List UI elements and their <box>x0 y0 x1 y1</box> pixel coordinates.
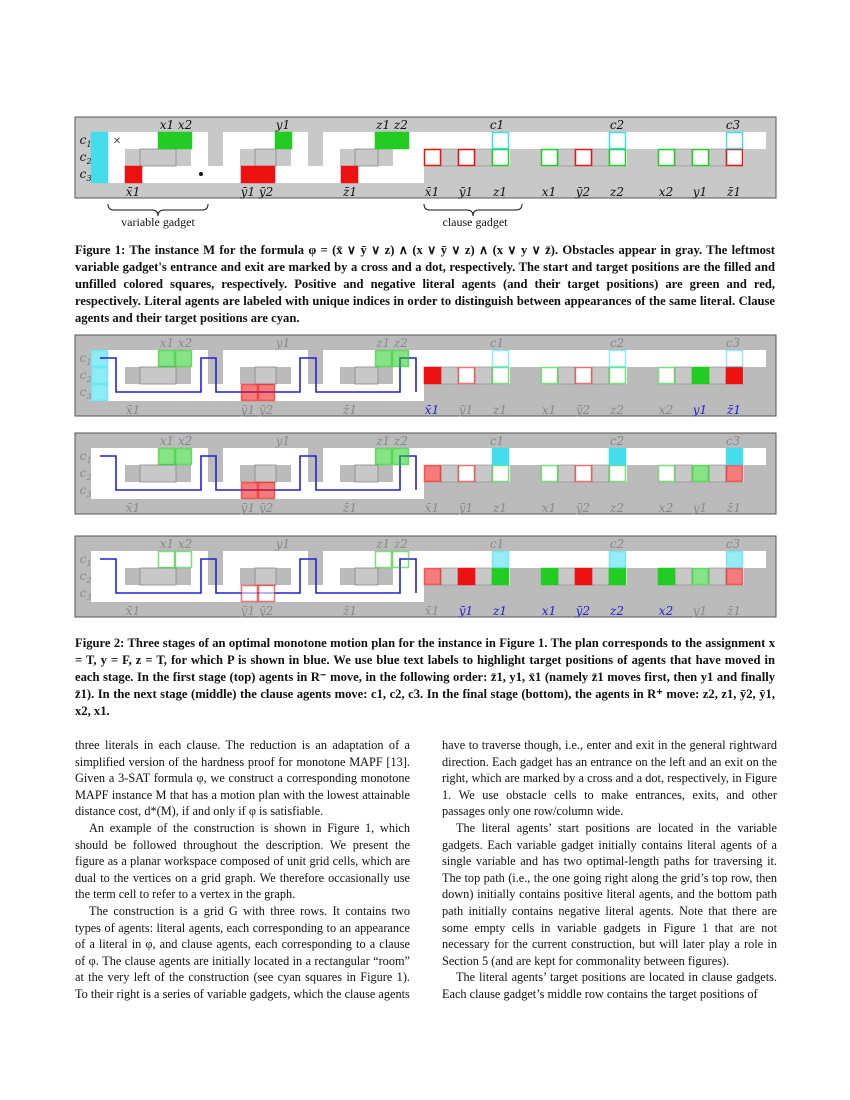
top-label: c1 <box>489 118 505 132</box>
clause-label: z2 <box>610 604 624 618</box>
var-gadget-exit <box>191 132 208 183</box>
obstacle-cell <box>675 465 692 482</box>
clause-label: ȳ1 <box>458 185 474 199</box>
bottom-label: z̄1 <box>343 604 357 618</box>
literal-target <box>459 569 475 585</box>
row-label: c <box>79 167 87 181</box>
figure-2-caption: Figure 2: Three stages of an optimal monotone motion plan for the instance in Figure 1. The plan corresponds to the assignment x = T, y = F, z = T, for which P is shown in blue. We use blue text labels to highlight target positions of agents that have moved in each stage. In the first stage (top) agents in R⁻ move, in the following order: z̄1, y1, x̄1 (namely z̄1 moves first, then y1 and finally z̄1). In the next stage (middle) the clause agents move: c1, c2, c3. In the final stage (bottom), the agents in R⁺ move: z2, z1, ȳ2, ȳ1, x2, x1. <box>75 636 775 718</box>
figure-1-caption: Figure 1: The instance M for the formula φ = (x̄ ∨ ȳ ∨ z) ∧ (x ∨ ȳ ∨ z) ∧ (x ∨ y ∨ z̄). Obstacles appear in gray. The leftmost variable gadget's entrance and exit are marked by a cross and a dot, respectively. The start and target positions are the filled and unfilled colored squares, respectively. Positive and negative literal agents (and their target positions) are green and red, respectively. Literal agents are labeled with unique indices in order to distinguish between appearances of the same literal. Clause agents and their target positions are cyan. <box>75 243 775 325</box>
obstacle-cell <box>709 465 726 482</box>
top-label: z1 z2 <box>376 537 408 551</box>
paragraph: three literals in each clause. The reduction is an adaptation of a simplified version of the hardness proof for monotone MAPF [13]. Given a 3-SAT formula φ, we construct a corresponding monotone MAPF instance M that has a motion plan with the lowest attainable distance cost, d*(M), if and only if φ is satisfiable. <box>75 738 410 819</box>
var-gadget-entrance <box>223 132 240 183</box>
literal-target <box>693 150 709 166</box>
top-label: c3 <box>725 336 741 350</box>
top-label: c2 <box>609 537 625 551</box>
literal-target <box>693 569 709 585</box>
top-label: z1 z2 <box>376 434 408 448</box>
literal-target <box>493 368 509 384</box>
clause-label: y1 <box>692 403 708 417</box>
clause-agent <box>92 385 108 401</box>
negative-literal-agent <box>342 167 358 183</box>
clause-target <box>610 133 626 149</box>
literal-target <box>425 569 441 585</box>
obstacle-cell <box>475 149 492 166</box>
bottom-label: ȳ1 ȳ2 <box>240 403 274 417</box>
row-label-sub: 1 <box>86 358 92 367</box>
literal-target <box>610 466 626 482</box>
paragraph: The construction is a grid G with three rows. It contains two types of agents: literal agents, each corresponding to an appearance of a literal in φ, and clause agents, each corresponding to a clause of φ. The clause agents are initially located in a rectangular “room” at the very left of the construction (see cyan squares in Figure 1). To their right is a series of variable gadgets, which the clause agents <box>75 903 410 1001</box>
clause-label: z̄1 <box>727 185 741 199</box>
literal-target <box>576 150 592 166</box>
row-label-sub: 2 <box>86 576 92 585</box>
top-label: x1 x2 <box>159 336 193 350</box>
clause-target <box>610 351 626 367</box>
positive-literal-agent <box>376 449 392 465</box>
clause-label: z̄1 <box>727 501 741 515</box>
clause-label: y1 <box>692 185 708 199</box>
bottom-label: x̄1 <box>125 185 141 199</box>
brace-label-clause: clause gadget <box>442 215 508 229</box>
obstacle-block <box>255 465 276 482</box>
top-label: c2 <box>609 118 625 132</box>
top-corridor <box>410 551 766 568</box>
literal-target <box>693 466 709 482</box>
positive-literal-agent <box>376 351 392 367</box>
row-label-sub: 1 <box>86 456 92 465</box>
clause-label: z̄1 <box>727 604 741 618</box>
positive-literal-agent <box>276 133 292 149</box>
literal-target <box>610 150 626 166</box>
body-left-column <box>75 737 410 1003</box>
positive-literal-agent <box>376 552 392 568</box>
row-label-sub: 2 <box>86 473 92 482</box>
top-label: c1 <box>489 537 505 551</box>
clause-agent <box>92 368 108 384</box>
bottom-label: z̄1 <box>343 501 357 515</box>
row-label-sub: 3 <box>86 490 92 499</box>
clause-target <box>727 133 743 149</box>
clause-label: ȳ2 <box>575 185 591 199</box>
row-label: c <box>79 150 87 164</box>
obstacle-cell <box>558 568 575 585</box>
top-corridor <box>410 350 766 367</box>
clause-label: y1 <box>692 501 708 515</box>
corridor-join <box>410 132 424 183</box>
bottom-label: ȳ1 ȳ2 <box>240 604 274 618</box>
obstacle-block <box>355 149 378 166</box>
clause-label: ȳ2 <box>575 501 591 515</box>
obstacle-cell <box>675 367 692 384</box>
positive-literal-agent <box>393 449 409 465</box>
obstacle-block <box>140 465 176 482</box>
literal-target <box>659 466 675 482</box>
clause-target <box>493 351 509 367</box>
brace-label-variable: variable gadget <box>121 215 195 229</box>
var-gadget-entrance <box>323 551 340 602</box>
literal-target <box>425 368 441 384</box>
obstacle-cell <box>475 465 492 482</box>
top-label: z1 z2 <box>376 336 408 350</box>
var-gadget-entrance <box>223 551 240 602</box>
clause-label: x1 <box>541 604 557 618</box>
literal-target <box>542 368 558 384</box>
positive-literal-agent <box>159 552 175 568</box>
top-label: c2 <box>609 336 625 350</box>
row-label-sub: 1 <box>86 559 92 568</box>
entrance-cross-icon: × <box>113 134 121 149</box>
obstacle-cell <box>592 465 609 482</box>
row-label-sub: 2 <box>86 375 92 384</box>
obstacle-block <box>140 367 176 384</box>
bottom-label: ȳ1 ȳ2 <box>240 185 274 199</box>
clause-label: ȳ2 <box>575 604 591 618</box>
positive-literal-agent <box>393 351 409 367</box>
var-gadget-entrance <box>323 448 340 499</box>
top-label: c1 <box>489 434 505 448</box>
literal-target <box>459 368 475 384</box>
clause-label: x̄1 <box>424 403 440 417</box>
negative-literal-agent <box>242 483 258 499</box>
row-label: c <box>79 351 87 365</box>
literal-target <box>542 466 558 482</box>
paragraph: An example of the construction is shown in Figure 1, which should be followed throughout the description. We present the figure as a planar workspace composed of unit grid cells, which are dual to the vertices on a grid graph. We therefore occasionally use the term cell to refer to a vertex in the graph. <box>75 820 410 902</box>
paragraph: The literal agents’ start positions are located in the variable gadgets. Each variable gadget initially contains literal agents of a single variable and has two optimal-length paths for traversing it. The top path (i.e., the one going right along the grid’s top row, then down) initially contains positive literal agents, and the bottom path path initially contains negative literal agents. Note that there are some empty cells in variable gadgets in Figure 1 that are not necessary for the current construction, but will later play a role in Section 5 (and are kept for commonality between figures). <box>442 820 777 968</box>
clause-target <box>727 449 743 465</box>
negative-literal-agent <box>259 385 275 401</box>
clause-label: z2 <box>610 501 624 515</box>
row-label: c <box>79 483 87 497</box>
top-label: x1 x2 <box>159 537 193 551</box>
bottom-label: z̄1 <box>343 185 357 199</box>
top-label: y1 <box>275 336 291 350</box>
obstacle-cell <box>475 367 492 384</box>
positive-literal-agent <box>393 552 409 568</box>
literal-target <box>576 569 592 585</box>
top-label: y1 <box>275 434 291 448</box>
clause-label: z1 <box>493 185 507 199</box>
literal-target <box>727 466 743 482</box>
literal-target <box>659 368 675 384</box>
clause-label: x2 <box>658 403 674 417</box>
obstacle-cell <box>592 568 609 585</box>
literal-target <box>493 569 509 585</box>
top-label: c3 <box>725 118 741 132</box>
clause-label: z2 <box>610 185 624 199</box>
row-label-sub: 3 <box>86 174 92 183</box>
clause-target <box>610 552 626 568</box>
top-label: y1 <box>275 537 291 551</box>
clause-target <box>493 133 509 149</box>
positive-literal-agent <box>159 449 175 465</box>
clause-agent <box>92 133 108 149</box>
body-right-column <box>442 737 777 1003</box>
clause-target <box>727 552 743 568</box>
row-label: c <box>79 552 87 566</box>
top-label: c3 <box>725 537 741 551</box>
literal-target <box>610 368 626 384</box>
literal-target <box>542 569 558 585</box>
positive-literal-agent <box>176 449 192 465</box>
clause-target <box>727 351 743 367</box>
top-corridor <box>410 448 766 465</box>
obstacle-cell <box>441 149 458 166</box>
top-label: x1 x2 <box>159 434 193 448</box>
row-label-sub: 1 <box>86 140 92 149</box>
top-corridor <box>410 132 766 149</box>
negative-literal-agent <box>242 167 258 183</box>
literal-target <box>727 569 743 585</box>
positive-literal-agent <box>176 351 192 367</box>
row-label-sub: 2 <box>86 157 92 166</box>
row-label: c <box>79 449 87 463</box>
positive-literal-agent <box>159 351 175 367</box>
var-gadget-entrance <box>223 448 240 499</box>
bottom-label: ȳ1 ȳ2 <box>240 501 274 515</box>
clause-label: x1 <box>541 403 557 417</box>
negative-literal-agent <box>259 167 275 183</box>
clause-agent <box>92 150 108 166</box>
obstacle-cell <box>592 367 609 384</box>
obstacle-cell <box>558 367 575 384</box>
var-gadget-entrance <box>223 350 240 401</box>
top-label: x1 x2 <box>159 118 193 132</box>
literal-target <box>659 150 675 166</box>
var-gadget-entrance <box>323 350 340 401</box>
bottom-label: x̄1 <box>125 501 141 515</box>
row-label: c <box>79 466 87 480</box>
obstacle-cell <box>558 149 575 166</box>
clause-label: x1 <box>541 185 557 199</box>
row-label: c <box>79 385 87 399</box>
clause-label: z2 <box>610 403 624 417</box>
literal-target <box>610 569 626 585</box>
clause-agent <box>92 167 108 183</box>
literal-target <box>425 466 441 482</box>
obstacle-block <box>355 367 378 384</box>
obstacle-cell <box>441 367 458 384</box>
obstacle-cell <box>441 568 458 585</box>
clause-target <box>610 449 626 465</box>
row-label: c <box>79 133 87 147</box>
top-label: c3 <box>725 434 741 448</box>
negative-literal-agent <box>259 483 275 499</box>
top-label: c1 <box>489 336 505 350</box>
row-label: c <box>79 569 87 583</box>
obstacle-block <box>355 568 378 585</box>
obstacle-block <box>140 568 176 585</box>
positive-literal-agent <box>176 133 192 149</box>
paragraph: have to traverse though, i.e., enter and exit in the general rightward direction. Each gadget has an entrance on the left and an exit on the right, which are marked by a cross and a dot, respectively, in Figure 1. We use obstacle cells to make entrances, exits, and other passages only one row/column wide. <box>442 738 777 819</box>
clause-label: x2 <box>658 501 674 515</box>
clause-label: z1 <box>493 403 507 417</box>
row-label: c <box>79 368 87 382</box>
positive-literal-agent <box>393 133 409 149</box>
clause-target <box>493 449 509 465</box>
positive-literal-agent <box>159 133 175 149</box>
literal-target <box>425 150 441 166</box>
top-label: c2 <box>609 434 625 448</box>
negative-literal-agent <box>259 586 275 602</box>
obstacle-cell <box>475 568 492 585</box>
obstacle-block <box>355 465 378 482</box>
positive-literal-agent <box>376 133 392 149</box>
var-gadget-exit <box>291 132 308 183</box>
clause-label: z̄1 <box>727 403 741 417</box>
clause-label: x̄1 <box>424 501 440 515</box>
bottom-label: x̄1 <box>125 403 141 417</box>
top-label: z1 z2 <box>376 118 408 132</box>
literal-target <box>542 150 558 166</box>
connector <box>308 166 323 183</box>
bottom-label: z̄1 <box>343 403 357 417</box>
clause-label: y1 <box>692 604 708 618</box>
clause-label: x2 <box>658 604 674 618</box>
obstacle-cell <box>709 367 726 384</box>
obstacle-cell <box>558 465 575 482</box>
paragraph: The literal agents’ target positions are located in clause gadgets. Each clause gadget’s middle row contains the target positions of <box>442 970 777 1001</box>
clause-label: x̄1 <box>424 604 440 618</box>
obstacle-cell <box>592 149 609 166</box>
literal-target <box>459 150 475 166</box>
clause-label: x2 <box>658 185 674 199</box>
literal-target <box>493 150 509 166</box>
obstacle-cell <box>675 568 692 585</box>
obstacle-cell <box>675 149 692 166</box>
obstacle-block <box>255 149 276 166</box>
top-label: y1 <box>275 118 291 132</box>
obstacle-cell <box>441 465 458 482</box>
figure-2 <box>0 330 850 630</box>
clause-label: ȳ1 <box>458 604 474 618</box>
obstacle-block <box>255 568 276 585</box>
literal-target <box>727 150 743 166</box>
literal-target <box>493 466 509 482</box>
obstacle-block <box>140 149 176 166</box>
clause-label: x1 <box>541 501 557 515</box>
row-label-sub: 3 <box>86 593 92 602</box>
negative-literal-agent <box>242 586 258 602</box>
row-label-sub: 3 <box>86 392 92 401</box>
exit-dot-icon <box>199 172 203 176</box>
obstacle-cell <box>709 149 726 166</box>
clause-label: ȳ1 <box>458 403 474 417</box>
clause-target <box>493 552 509 568</box>
clause-label: ȳ1 <box>458 501 474 515</box>
clause-label: ȳ2 <box>575 403 591 417</box>
obstacle-cell <box>709 568 726 585</box>
negative-literal-agent <box>242 385 258 401</box>
positive-literal-agent <box>176 552 192 568</box>
clause-label: x̄1 <box>424 185 440 199</box>
literal-target <box>459 466 475 482</box>
row-label: c <box>79 586 87 600</box>
clause-label: z1 <box>493 501 507 515</box>
var-gadget-entrance <box>323 132 340 183</box>
clause-label: z1 <box>493 604 507 618</box>
negative-literal-agent <box>126 167 142 183</box>
connector <box>208 166 223 183</box>
obstacle-block <box>255 367 276 384</box>
literal-target <box>727 368 743 384</box>
literal-target <box>659 569 675 585</box>
bottom-label: x̄1 <box>125 604 141 618</box>
literal-target <box>693 368 709 384</box>
literal-target <box>576 368 592 384</box>
literal-target <box>576 466 592 482</box>
